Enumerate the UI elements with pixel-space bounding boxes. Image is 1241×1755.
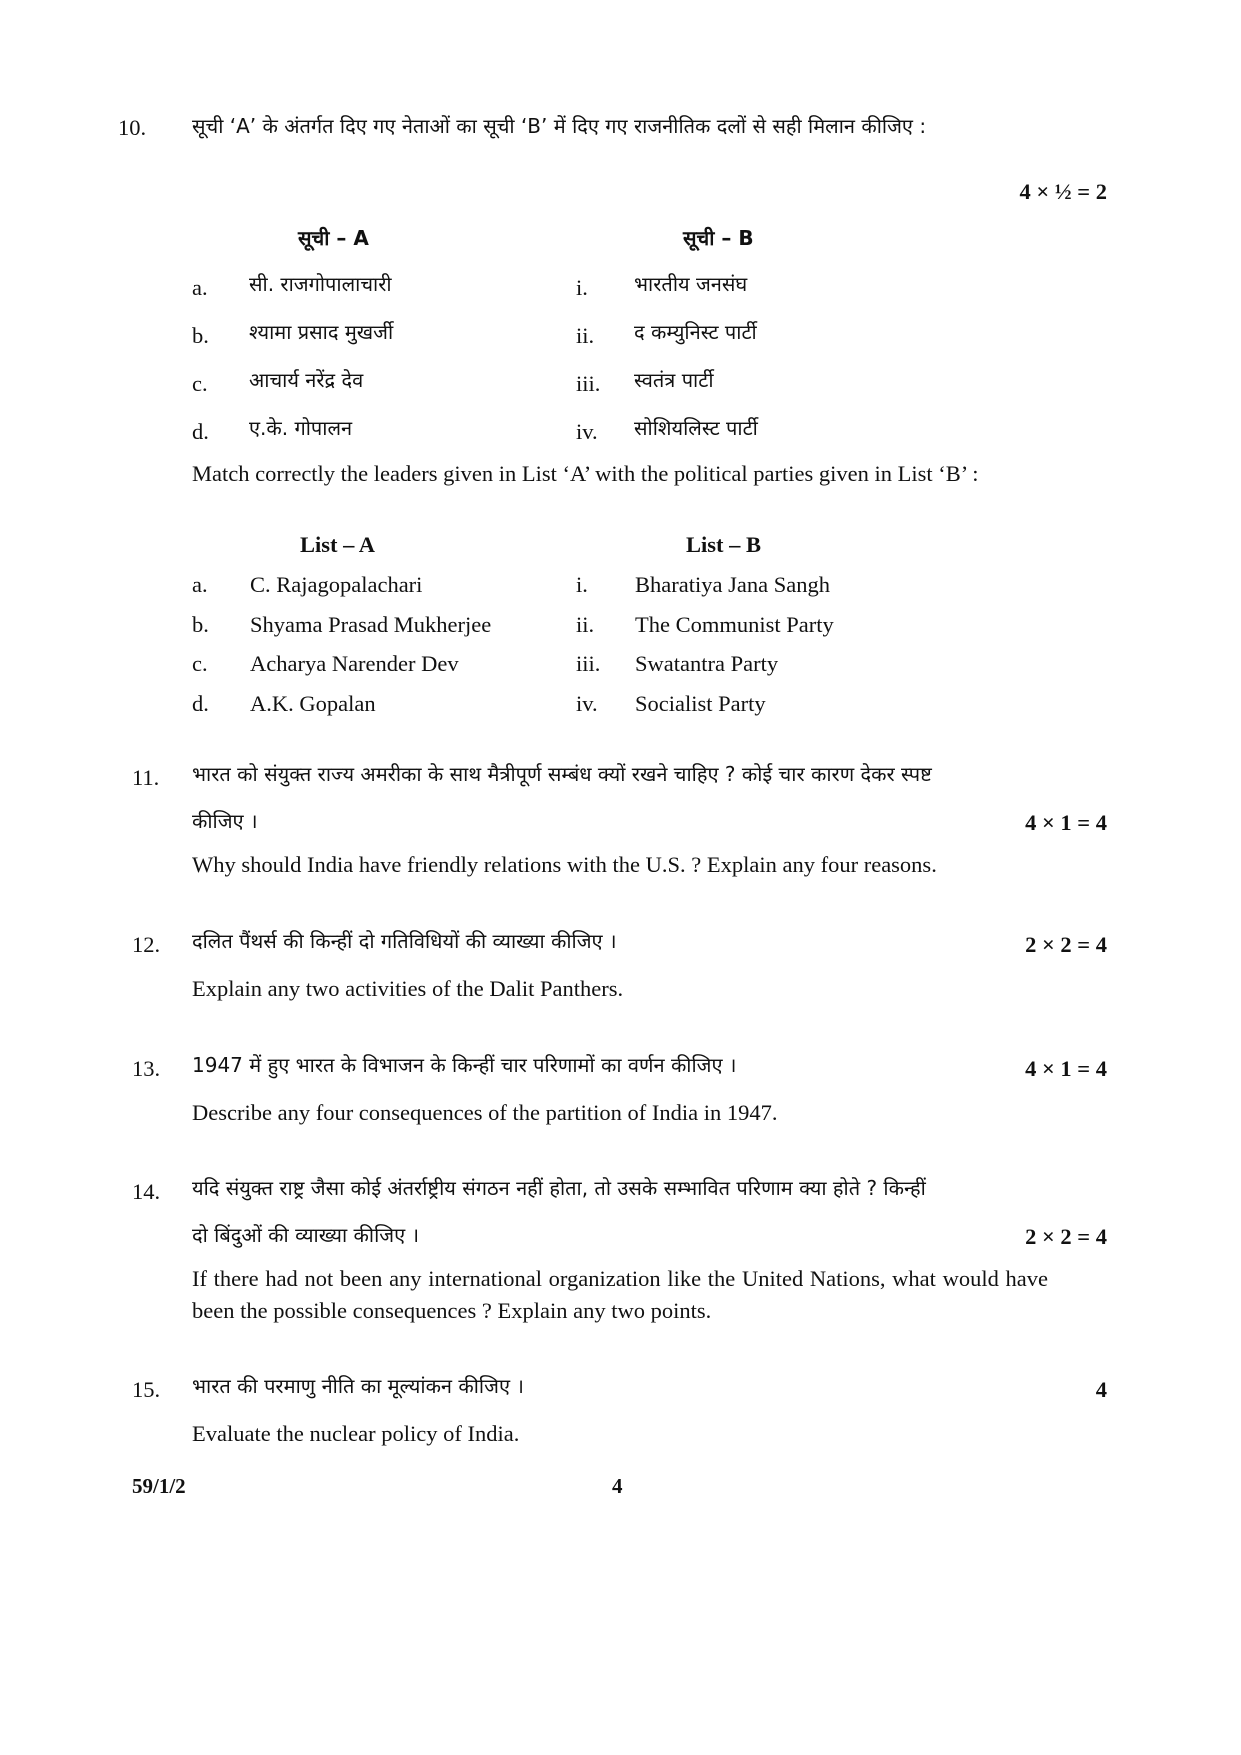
question-number: 14. xyxy=(132,1179,161,1204)
list-a-label: b. xyxy=(192,323,209,348)
list-a-item: Acharya Narender Dev xyxy=(250,651,459,676)
list-a-item: आचार्य नरेंद्र देव xyxy=(249,368,364,392)
list-b-header-hindi: सूची – B xyxy=(683,226,754,250)
list-a-item: श्यामा प्रसाद मुखर्जी xyxy=(249,320,394,344)
question-number: 13. xyxy=(132,1056,161,1081)
question-text-english: Evaluate the nuclear policy of India. xyxy=(192,1421,520,1446)
list-a-label: c. xyxy=(192,371,208,396)
list-b-label: ii. xyxy=(576,612,595,637)
question-text-hindi-cont: दो बिंदुओं की व्याख्या कीजिए । xyxy=(192,1223,420,1247)
list-a-header-hindi: सूची – A xyxy=(298,226,369,250)
question-number: 15. xyxy=(132,1377,161,1402)
list-b-item: Swatantra Party xyxy=(635,651,779,676)
list-b-label: iv. xyxy=(576,691,598,716)
question-text-english: Describe any four consequences of the partition of India in 1947. xyxy=(192,1100,778,1125)
list-b-header: List – B xyxy=(686,532,762,557)
list-b-item: भारतीय जनसंघ xyxy=(634,272,748,296)
list-b-item: Socialist Party xyxy=(635,691,766,716)
list-a-item: ए.के. गोपालन xyxy=(249,416,353,440)
list-a-label: a. xyxy=(192,275,208,300)
question-number: 11. xyxy=(132,765,160,790)
question-text-hindi-cont: कीजिए । xyxy=(192,809,258,833)
list-b-item: सोशियलिस्ट पार्टी xyxy=(634,416,758,440)
marks: 2 × 2 = 4 xyxy=(1025,1224,1107,1249)
marks: 4 xyxy=(1095,1377,1107,1402)
list-b-item: Bharatiya Jana Sangh xyxy=(635,572,830,597)
marks: 2 × 2 = 4 xyxy=(1025,932,1107,957)
marks: 4 × ½ = 2 xyxy=(1019,179,1107,204)
paper-code: 59/1/2 xyxy=(132,1474,186,1498)
question-text-english: Why should India have friendly relations with the U.S. ? Explain any four reasons. xyxy=(192,852,937,877)
question-text-hindi: सूची ‘A’ के अंतर्गत दिए गए नेताओं का सूची ‘B’ में दिए गए राजनीतिक दलों से सही मिलान कीजिए : xyxy=(192,114,927,138)
question-number: 10. xyxy=(118,115,147,140)
list-a-label: c. xyxy=(192,651,208,676)
page-number: 4 xyxy=(612,1474,623,1498)
question-text-english: If there had not been any international organization like the United Nations, what would have been the possible consequences ? Explain any two points. xyxy=(192,1266,1048,1323)
list-a-label: b. xyxy=(192,612,209,637)
question-text-english: Match correctly the leaders given in List ‘A’ with the political parties given in List ‘B’ : xyxy=(192,461,979,486)
question-text-hindi: भारत को संयुक्त राज्य अमरीका के साथ मैत्रीपूर्ण सम्बंध क्यों रखने चाहिए ? कोई चार कारण देकर स्पष्ट xyxy=(192,762,932,786)
list-a-label: d. xyxy=(192,691,209,716)
list-a-label: a. xyxy=(192,572,208,597)
marks: 4 × 1 = 4 xyxy=(1025,810,1107,835)
list-a-label: d. xyxy=(192,419,209,444)
question-number: 12. xyxy=(132,932,161,957)
question-text-hindi: 1947 में हुए भारत के विभाजन के किन्हीं चार परिणामों का वर्णन कीजिए । xyxy=(192,1053,737,1077)
question-text-hindi: भारत की परमाणु नीति का मूल्यांकन कीजिए । xyxy=(192,1374,524,1398)
list-a-item: A.K. Gopalan xyxy=(250,691,376,716)
question-text-hindi: यदि संयुक्त राष्ट्र जैसा कोई अंतर्राष्ट्रीय संगठन नहीं होता, तो उसके सम्भावित परिणाम क्या होते ? किन्हीं xyxy=(192,1176,926,1200)
list-b-label: iv. xyxy=(576,419,598,444)
question-text-english: Explain any two activities of the Dalit Panthers. xyxy=(192,976,624,1001)
list-a-item: सी. राजगोपालाचारी xyxy=(249,272,392,296)
question-text-hindi: दलित पैंथर्स की किन्हीं दो गतिविधियों की व्याख्या कीजिए । xyxy=(192,929,617,953)
list-a-header: List – A xyxy=(300,532,376,557)
list-b-item: स्वतंत्र पार्टी xyxy=(634,368,714,392)
list-a-item: Shyama Prasad Mukherjee xyxy=(250,612,492,637)
list-b-label: i. xyxy=(576,275,588,300)
list-b-item: द कम्युनिस्ट पार्टी xyxy=(634,320,757,344)
list-b-label: i. xyxy=(576,572,588,597)
list-b-label: iii. xyxy=(576,371,601,396)
list-b-label: ii. xyxy=(576,323,595,348)
list-b-label: iii. xyxy=(576,651,601,676)
list-a-item: C. Rajagopalachari xyxy=(250,572,423,597)
marks: 4 × 1 = 4 xyxy=(1025,1056,1107,1081)
list-b-item: The Communist Party xyxy=(635,612,834,637)
